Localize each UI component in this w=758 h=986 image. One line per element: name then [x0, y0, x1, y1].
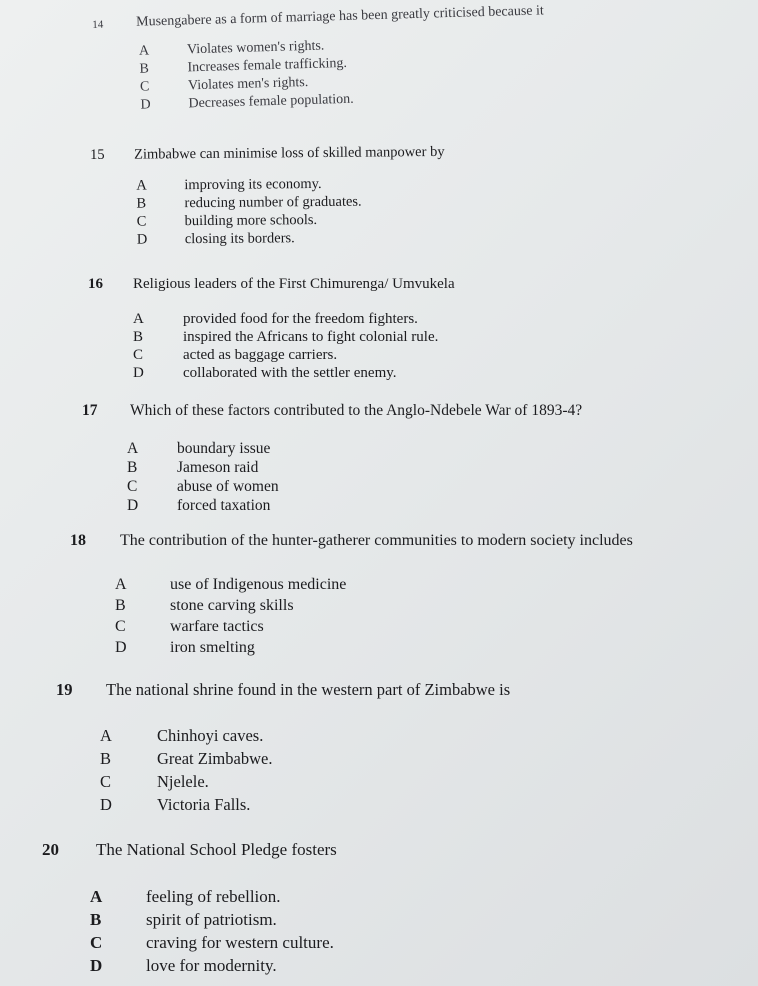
- option-letter: B: [115, 597, 126, 614]
- option-text: Njelele.: [157, 772, 209, 791]
- option-letter: B: [90, 910, 102, 929]
- option-letter: C: [139, 79, 150, 95]
- option-text: love for modernity.: [146, 956, 277, 975]
- question-number: 17: [82, 402, 98, 419]
- option-letter: C: [133, 347, 144, 363]
- question-text: The contribution of the hunter-gatherer communities to modern society includes: [120, 532, 633, 549]
- question-number: 14: [92, 18, 104, 31]
- option-letter: B: [100, 749, 112, 768]
- option-letter: A: [90, 887, 103, 906]
- question-number: 20: [42, 840, 59, 859]
- question-number: 15: [90, 146, 105, 163]
- option-text: Increases female trafficking.: [187, 55, 348, 76]
- option-text: spirit of patriotism.: [146, 910, 277, 929]
- question-text: The National School Pledge fosters: [96, 840, 337, 859]
- question-text: Zimbabwe can minimise loss of skilled manpower by: [133, 143, 445, 163]
- option-letter: B: [136, 195, 147, 212]
- option-letter: A: [136, 177, 147, 194]
- option-letter: D: [127, 497, 139, 514]
- option-letter: A: [100, 726, 112, 745]
- option-text: Violates men's rights.: [187, 74, 309, 94]
- option-text: collaborated with the settler enemy.: [183, 365, 397, 381]
- question-text: Which of these factors contributed to the Anglo-Ndebele War of 1893-4?: [130, 402, 583, 419]
- option-letter: B: [133, 329, 144, 345]
- option-letter: C: [100, 772, 112, 791]
- option-text: reducing number of graduates.: [184, 193, 362, 212]
- option-letter: D: [90, 956, 103, 975]
- option-letter: D: [136, 231, 148, 248]
- question-number: 18: [70, 532, 86, 549]
- question-text: Musengabere as a form of marriage has been greatly criticised because it: [135, 3, 545, 30]
- option-text: Victoria Falls.: [157, 795, 251, 814]
- option-letter: D: [115, 639, 127, 656]
- question-text: Religious leaders of the First Chimurenga/ Umvukela: [133, 276, 455, 292]
- option-text: abuse of women: [177, 478, 279, 495]
- option-text: Violates women's rights.: [186, 38, 325, 58]
- option-text: Chinhoyi caves.: [157, 726, 264, 745]
- option-text: acted as baggage carriers.: [183, 347, 338, 363]
- option-text: Decreases female population.: [188, 91, 354, 112]
- question-number: 19: [56, 680, 73, 699]
- option-text: Jameson raid: [177, 459, 259, 476]
- option-text: Great Zimbabwe.: [157, 749, 273, 768]
- option-letter: A: [133, 311, 144, 327]
- option-letter: B: [139, 61, 150, 77]
- option-letter: B: [127, 459, 138, 476]
- option-letter: A: [127, 440, 139, 457]
- option-text: building more schools.: [184, 212, 318, 230]
- option-letter: D: [100, 795, 112, 814]
- option-text: inspired the Africans to fight colonial rule.: [183, 329, 439, 345]
- option-letter: C: [136, 213, 147, 230]
- option-letter: D: [133, 365, 144, 381]
- option-text: iron smelting: [170, 639, 255, 656]
- option-text: forced taxation: [177, 497, 271, 514]
- option-text: warfare tactics: [170, 618, 264, 635]
- option-letter: C: [115, 618, 126, 635]
- option-text: provided food for the freedom fighters.: [183, 311, 418, 327]
- option-text: closing its borders.: [184, 230, 295, 248]
- option-text: improving its economy.: [184, 175, 322, 194]
- option-text: craving for western culture.: [146, 933, 334, 952]
- option-letter: D: [140, 97, 151, 113]
- option-letter: A: [115, 576, 127, 593]
- option-text: boundary issue: [177, 440, 271, 457]
- option-letter: C: [127, 478, 138, 495]
- option-text: feeling of rebellion.: [146, 887, 281, 906]
- option-text: stone carving skills: [170, 597, 294, 614]
- option-text: use of Indigenous medicine: [170, 576, 347, 593]
- option-letter: C: [90, 933, 103, 952]
- option-letter: A: [138, 43, 150, 59]
- question-text: The national shrine found in the western part of Zimbabwe is: [106, 680, 511, 699]
- question-number: 16: [88, 276, 103, 292]
